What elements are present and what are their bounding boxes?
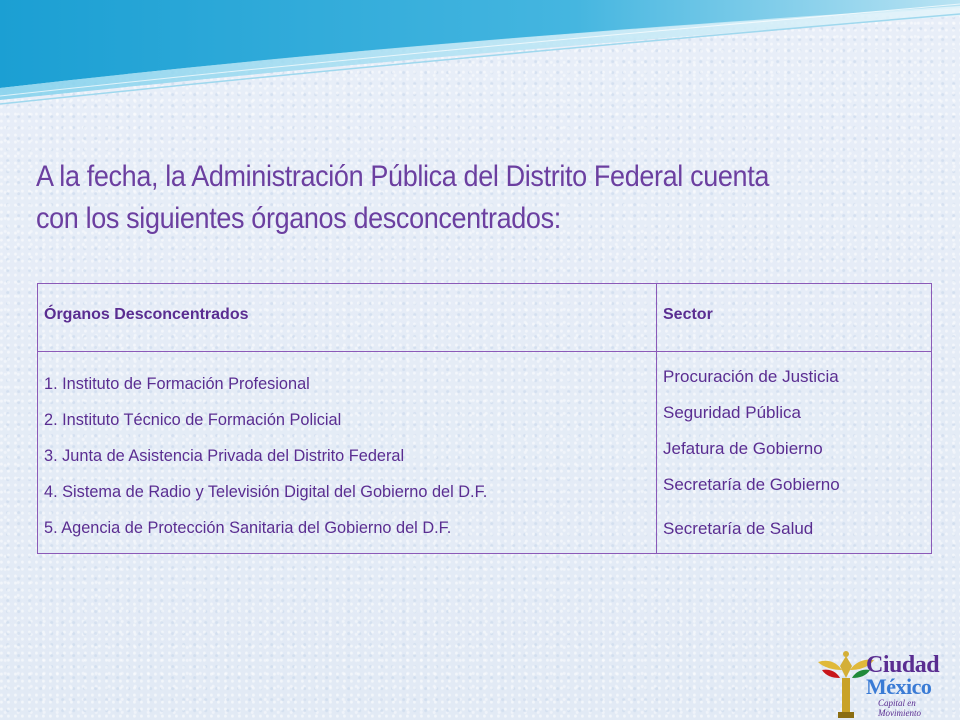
- list-item: 5. Agencia de Protección Sanitaria del Gobierno del D.F.: [44, 518, 452, 537]
- header-label-sector: Sector: [663, 306, 713, 323]
- list-item: 2. Instituto Técnico de Formación Policial: [44, 410, 342, 429]
- list-item: 3. Junta de Asistencia Privada del Distrito Federal: [44, 446, 405, 465]
- organos-cell: [38, 352, 657, 554]
- sector-list: [657, 352, 931, 553]
- organos-table: [37, 283, 932, 554]
- list-item: 1. Instituto de Formación Profesional: [44, 374, 310, 393]
- slide-title: [36, 156, 828, 240]
- list-item: Jefatura de Gobierno: [663, 439, 823, 458]
- table-body-row: [38, 352, 932, 554]
- header-label-organos: Órganos Desconcentrados: [44, 306, 249, 323]
- sector-cell: [657, 352, 932, 554]
- list-item: Seguridad Pública: [663, 403, 801, 422]
- table-header-row: [38, 284, 932, 352]
- logo-tagline: Capital en Movimiento: [878, 698, 921, 718]
- header-cell-sector: [657, 284, 932, 352]
- list-item: Secretaría de Salud: [663, 519, 814, 538]
- header-cell-organos: [38, 284, 657, 352]
- logo-text-mexico: México: [866, 674, 932, 699]
- slide-title-line-1: A la fecha, la Administración Pública del Distrito Federal cuenta: [36, 160, 770, 193]
- list-item: 4. Sistema de Radio y Televisión Digital del Gobierno del D.F.: [44, 482, 488, 501]
- logo-text-ciudad: Ciudad: [866, 652, 940, 678]
- list-item: Procuración de Justicia: [663, 367, 839, 386]
- slide-title-line-2: con los siguientes órganos desconcentrados:: [36, 202, 561, 235]
- list-item: Secretaría de Gobierno: [663, 475, 840, 494]
- organos-list: [38, 352, 656, 552]
- header-swoosh-decoration: [0, 0, 960, 110]
